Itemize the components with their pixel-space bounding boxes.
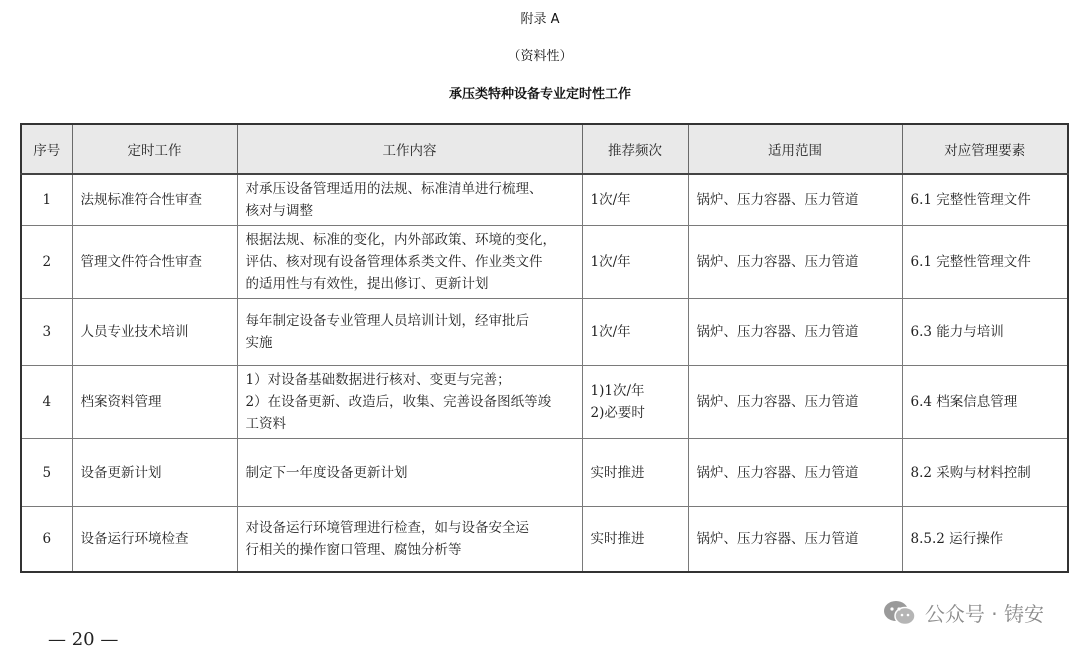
appendix-label: 附录 A bbox=[520, 12, 560, 27]
cell-element: 6.4 档案信息管理 bbox=[902, 366, 1068, 439]
content-line: 核对与调整 bbox=[245, 203, 313, 219]
cell-frequency bbox=[582, 507, 688, 572]
scheduled-work-table bbox=[20, 123, 1069, 573]
cell-no: 5 bbox=[21, 439, 72, 507]
content-line: 制定下一年度设备更新计划 bbox=[245, 464, 408, 481]
cell-scope: 锅炉、压力容器、压力管道 bbox=[688, 174, 902, 226]
cell-scope: 锅炉、压力容器、压力管道 bbox=[688, 439, 902, 507]
cell-frequency bbox=[582, 174, 688, 226]
table-row bbox=[21, 507, 1068, 572]
wechat-icon bbox=[883, 599, 917, 627]
table-title: 承压类特种设备专业定时性工作 bbox=[448, 87, 631, 102]
cell-frequency bbox=[582, 226, 688, 299]
frequency-line: 1次/年 bbox=[590, 254, 631, 270]
cell-element: 8.5.2 运行操作 bbox=[902, 507, 1068, 572]
watermark-text: 公众号 · 铸安 bbox=[924, 602, 1044, 626]
table-row bbox=[21, 299, 1068, 366]
cell-task: 设备更新计划 bbox=[72, 439, 237, 507]
content-line: 行相关的操作窗口管理、腐蚀分析等 bbox=[245, 541, 462, 558]
content-line: 工资料 bbox=[245, 416, 286, 432]
column-header-frequency: 推荐频次 bbox=[582, 124, 688, 174]
cell-element: 8.2 采购与材料控制 bbox=[902, 439, 1068, 507]
frequency-line: 实时推进 bbox=[590, 464, 645, 481]
frequency-line: 1)1次/年 bbox=[590, 383, 645, 399]
cell-task: 管理文件符合性审查 bbox=[72, 226, 237, 299]
cell-content bbox=[237, 299, 582, 366]
cell-content bbox=[237, 366, 582, 439]
cell-no: 2 bbox=[21, 226, 72, 299]
cell-frequency bbox=[582, 439, 688, 507]
column-header-no: 序号 bbox=[21, 124, 72, 174]
column-header-element: 对应管理要素 bbox=[902, 124, 1068, 174]
appendix-nature: （资料性） bbox=[507, 49, 573, 64]
cell-element: 6.3 能力与培训 bbox=[902, 299, 1068, 366]
content-line: 2）在设备更新、改造后，收集、完善设备图纸等竣 bbox=[245, 394, 552, 410]
cell-no: 4 bbox=[21, 366, 72, 439]
cell-task: 设备运行环境检查 bbox=[72, 507, 237, 572]
cell-scope: 锅炉、压力容器、压力管道 bbox=[688, 366, 902, 439]
account-watermark bbox=[883, 598, 1044, 627]
table-row bbox=[21, 174, 1068, 226]
content-line: 评估、核对现有设备管理体系类文件、作业类文件 bbox=[245, 254, 543, 270]
cell-no: 3 bbox=[21, 299, 72, 366]
cell-content bbox=[237, 439, 582, 507]
cell-frequency bbox=[582, 299, 688, 366]
content-line: 对承压设备管理适用的法规、标准清单进行梳理、 bbox=[245, 181, 543, 197]
cell-no: 6 bbox=[21, 507, 72, 572]
cell-scope: 锅炉、压力容器、压力管道 bbox=[688, 226, 902, 299]
cell-task: 档案资料管理 bbox=[72, 366, 237, 439]
content-line: 对设备运行环境管理进行检查，如与设备安全运 bbox=[245, 519, 529, 536]
cell-content bbox=[237, 226, 582, 299]
cell-task: 人员专业技术培训 bbox=[72, 299, 237, 366]
cell-scope: 锅炉、压力容器、压力管道 bbox=[688, 507, 902, 572]
cell-scope: 锅炉、压力容器、压力管道 bbox=[688, 299, 902, 366]
cell-no: 1 bbox=[21, 174, 72, 226]
table-row bbox=[21, 366, 1068, 439]
cell-frequency bbox=[582, 366, 688, 439]
column-header-content: 工作内容 bbox=[237, 124, 582, 174]
frequency-line: 1次/年 bbox=[590, 324, 631, 340]
cell-element: 6.1 完整性管理文件 bbox=[902, 226, 1068, 299]
cell-element: 6.1 完整性管理文件 bbox=[902, 174, 1068, 226]
frequency-line: 1次/年 bbox=[590, 192, 631, 208]
content-line: 根据法规、标准的变化，内外部政策、环境的变化， bbox=[245, 232, 556, 248]
frequency-line: 2)必要时 bbox=[590, 405, 645, 421]
table-row bbox=[21, 226, 1068, 299]
content-line: 1）对设备基础数据进行核对、变更与完善； bbox=[245, 372, 511, 388]
column-header-scope: 适用范围 bbox=[688, 124, 902, 174]
table-row bbox=[21, 439, 1068, 507]
content-line: 实施 bbox=[245, 335, 273, 351]
content-line: 每年制定设备专业管理人员培训计划，经审批后 bbox=[245, 313, 529, 329]
column-header-task: 定时工作 bbox=[72, 124, 237, 174]
cell-content bbox=[237, 174, 582, 226]
cell-task: 法规标准符合性审查 bbox=[72, 174, 237, 226]
frequency-line: 实时推进 bbox=[590, 530, 645, 547]
content-line: 的适用性与有效性，提出修订、更新计划 bbox=[245, 276, 489, 292]
page-number: — 20 — bbox=[48, 629, 119, 650]
table-header-row bbox=[21, 124, 1068, 174]
cell-content bbox=[237, 507, 582, 572]
